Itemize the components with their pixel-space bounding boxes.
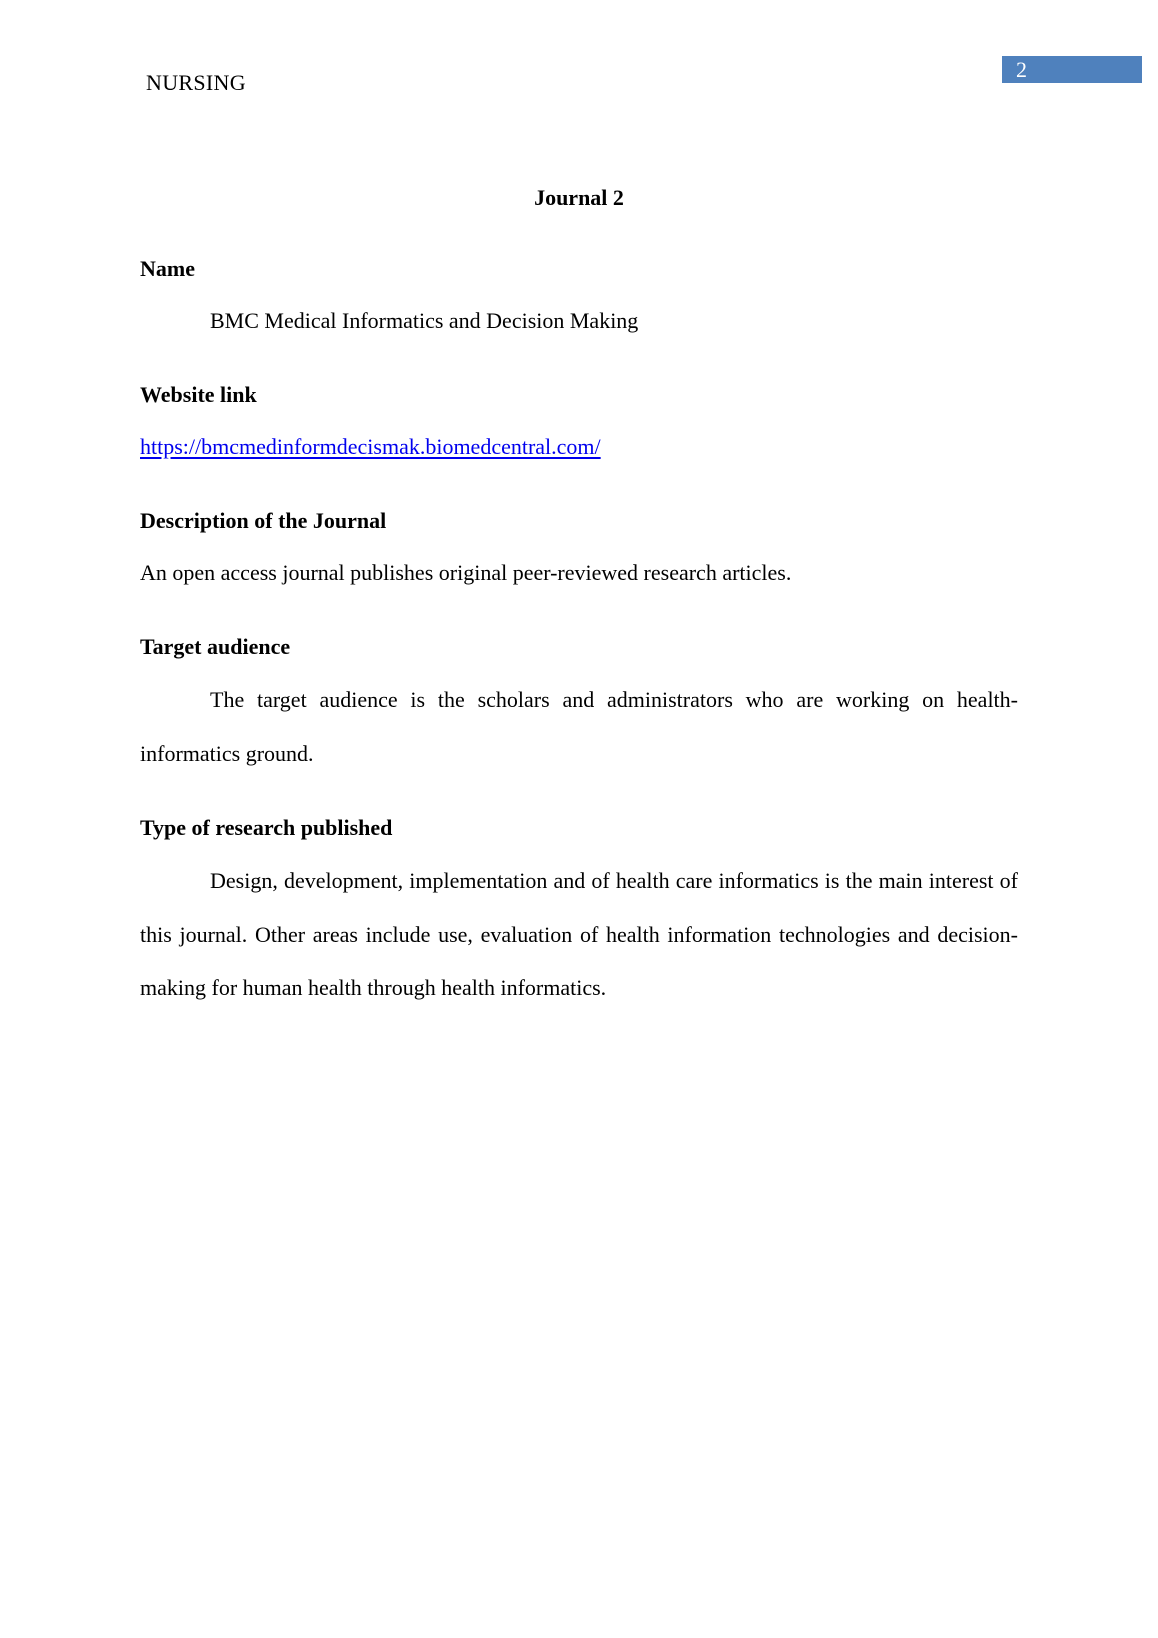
research-paragraph: Design, development, implementation and of health care informatics is the main interest of this journal. Other areas include use, evaluation of health information technologies and decision-making for human health through health informatics.: [140, 868, 1018, 1000]
running-head: NURSING: [146, 70, 246, 95]
journal-name: BMC Medical Informatics and Decision Making: [210, 308, 639, 333]
audience-heading: Target audience: [140, 634, 291, 659]
name-heading: Name: [140, 256, 195, 281]
website-heading: Website link: [140, 382, 257, 407]
website-link[interactable]: https://bmcmedinformdecismak.biomedcentral.com/: [140, 434, 601, 459]
description-heading: Description of the Journal: [140, 508, 387, 533]
audience-paragraph: The target audience is the scholars and administrators who are working on health-informatics ground.: [140, 687, 1018, 766]
research-heading: Type of research published: [140, 815, 393, 840]
page-number-badge: 2: [1002, 56, 1142, 83]
description-text: An open access journal publishes original peer-reviewed research articles.: [140, 560, 792, 585]
document-title: Journal 2: [534, 185, 624, 210]
